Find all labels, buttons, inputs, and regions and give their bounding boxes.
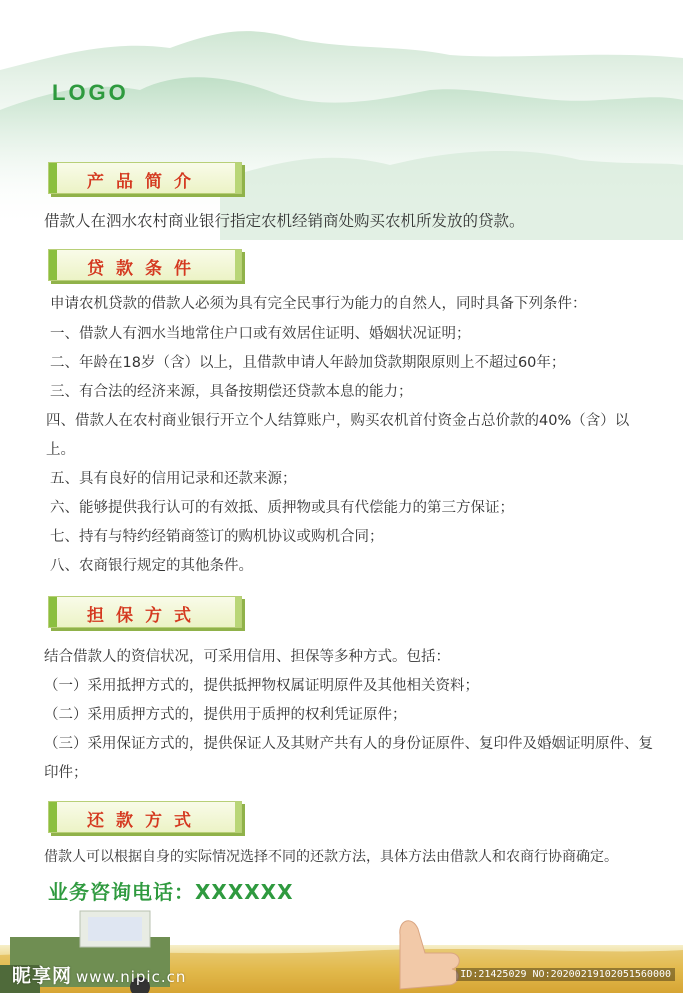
condition-item: 五、具有良好的信用记录和还款来源； (50, 471, 297, 487)
section-tag-repayment (48, 801, 242, 833)
section-title-guarantee: 担保方式 (87, 606, 203, 626)
section-tag-guarantee (48, 596, 242, 628)
condition-item: 二、年龄在18岁（含）以上，且借款申请人年龄加贷款期限原则上不超过60年； (50, 355, 566, 371)
condition-item: 八、农商银行规定的其他条件。 (50, 558, 253, 574)
repayment-text: 借款人可以根据自身的实际情况选择不同的还款方法，具体方法由借款人和农商行协商确定。 (44, 849, 618, 865)
watermark-url: www.nipic.cn (76, 968, 187, 986)
watermark-brand (12, 961, 186, 988)
watermark-id: ID:21425029 NO:20200219102051560000 (456, 968, 675, 981)
hotline: 业务咨询电话：XXXXXX (48, 880, 294, 904)
section-tag-intro (48, 162, 242, 194)
condition-item: 四、借款人在农村商业银行开立个人结算账户，购买农机首付资金占总价款的40%（含）以上。 (46, 413, 630, 458)
logo: LOGO (52, 80, 129, 105)
condition-item: 一、借款人有泗水当地常住户口或有效居住证明、婚姻状况证明； (50, 326, 471, 342)
condition-item: 七、持有与特约经销商签订的购机协议或购机合同； (50, 529, 384, 545)
section-title-repayment: 还款方式 (87, 811, 203, 831)
section-tag-conditions (48, 249, 242, 281)
watermark-brand-text: 昵享网 (12, 965, 73, 987)
intro-text: 借款人在泗水农村商业银行指定农机经销商处购买农机所发放的贷款。 (44, 212, 525, 230)
thumbs-up-icon (400, 921, 459, 989)
section-title-intro: 产品简介 (87, 172, 203, 192)
guarantee-item: （三）采用保证方式的，提供保证人及其财产共有人的身份证原件、复印件及婚姻证明原件、复印件； (44, 736, 653, 781)
guarantee-item: （二）采用质押方式的，提供用于质押的权利凭证原件； (44, 707, 407, 723)
condition-item: 六、能够提供我行认可的有效抵、质押物或具有代偿能力的第三方保证； (50, 500, 514, 516)
guarantee-lead: 结合借款人的资信状况，可采用信用、担保等多种方式。包括： (44, 649, 450, 665)
section-title-conditions: 贷款条件 (87, 259, 203, 279)
conditions-lead: 申请农机贷款的借款人必须为具有完全民事行为能力的自然人，同时具备下列条件： (50, 296, 587, 312)
condition-item: 三、有合法的经济来源，具备按期偿还贷款本息的能力； (50, 384, 413, 400)
guarantee-item: （一）采用抵押方式的，提供抵押物权属证明原件及其他相关资料； (44, 678, 479, 694)
